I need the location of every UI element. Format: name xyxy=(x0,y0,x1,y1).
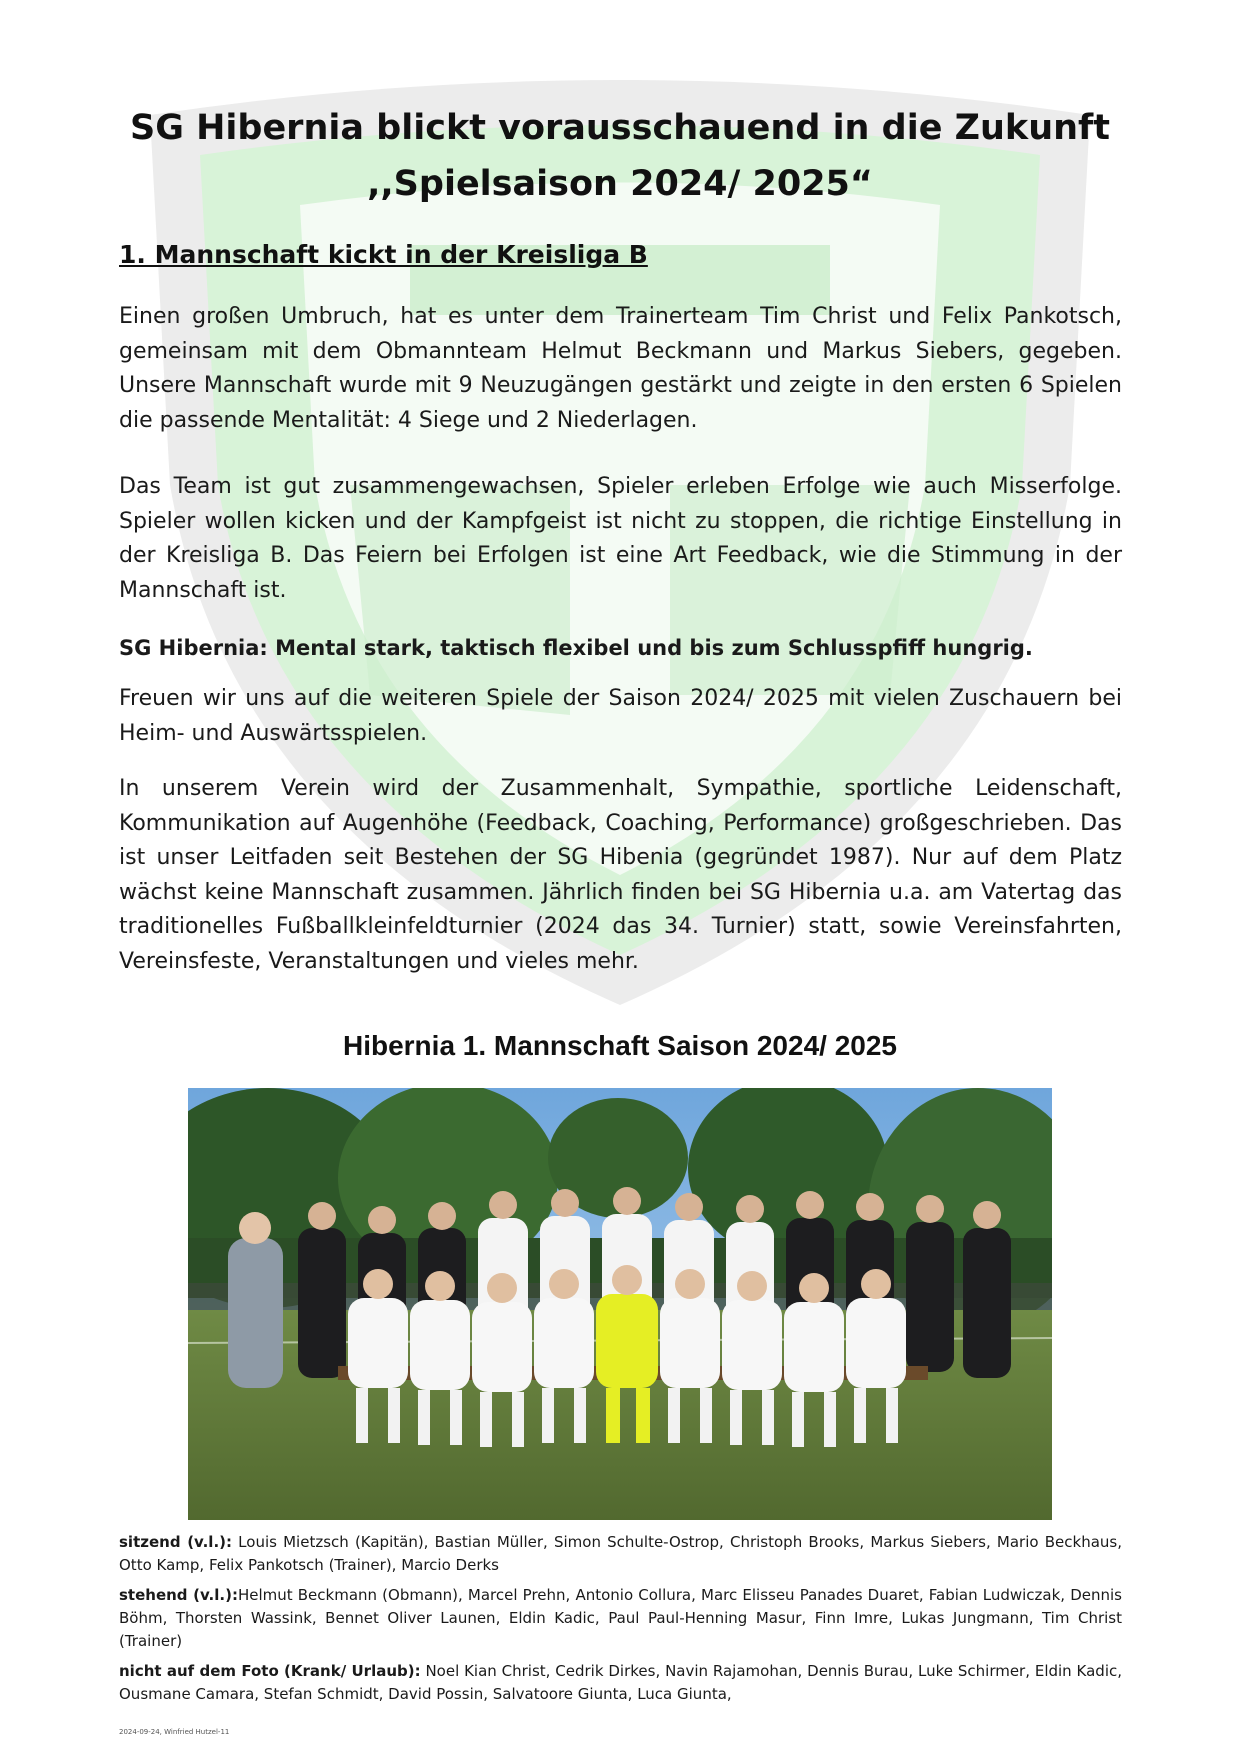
paragraph-club: In unserem Verein wird der Zusammenhalt, Sympathie, sportliche Leidenschaft, Kommunikation auf Augenhöhe (Feedback, Coaching, Performance) großgeschrieben. Das ist unser Leitfaden seit Bestehen der SG Hibenia (gegründet 1987). Nur auf dem Platz wächst keine Mannschaft zusammen. Jährlich finden bei SG Hibernia u.a. am Vatertag das traditionelles Fußballkleinfeldturnier (2024 das 34. Turnier) statt, sowie Vereinsfahrten, Vereinsfeste, Veranstaltungen und vieles mehr. xyxy=(119,776,1122,974)
caption-absent-label: nicht auf dem Foto (Krank/ Urlaub): xyxy=(119,1662,421,1680)
caption-sitting xyxy=(119,1531,1122,1577)
page-title xyxy=(60,100,1180,212)
paragraph-season: Freuen wir uns auf die weiteren Spiele der Saison 2024/ 2025 mit vielen Zuschauern bei Heim- und Auswärtsspielen. xyxy=(119,686,1122,746)
caption-absent xyxy=(119,1660,1122,1706)
caption-standing-label: stehend (v.l.): xyxy=(119,1586,238,1604)
caption-standing-text: Helmut Beckmann (Obmann), Marcel Prehn, Antonio Collura, Marc Elisseu Panades Duaret, Fabian Ludwiczak, Dennis Böhm, Thorsten Wassink, Bennet Oliver Launen, Eldin Kadic, Paul Paul-Henning Masur, Finn Imre, Lukas Jungmann, Tim Christ (Trainer) xyxy=(119,1586,1122,1650)
footer-note: 2024-09-24, Winfried Hutzel-11 xyxy=(119,1728,230,1736)
title-line-2: ,,Spielsaison 2024/ 2025“ xyxy=(367,164,873,204)
paragraph-team: Das Team ist gut zusammengewachsen, Spieler erleben Erfolge wie auch Misserfolge. Spieler wollen kicken und der Kampfgeist ist nicht zu stoppen, die richtige Einstellung in der Kreisliga B. Das Feiern bei Erfolgen ist eine Art Feedback, wie die Stimmung in der Mannschaft ist. xyxy=(119,474,1122,603)
team-photo xyxy=(188,1088,1052,1520)
paragraph-intro: Einen großen Umbruch, hat es unter dem Trainerteam Tim Christ und Felix Pankotsch, gemeinsam mit dem Obmannteam Helmut Beckmann und Markus Siebers, gegeben. Unsere Mannschaft wurde mit 9 Neuzugängen gestärkt und zeigte in den ersten 6 Spielen die passende Mentalität: 4 Siege und 2 Niederlagen. xyxy=(119,304,1122,433)
caption-sitting-label: sitzend (v.l.): xyxy=(119,1533,232,1551)
title-line-1: SG Hibernia blickt vorausschauend in die Zukunft xyxy=(129,108,1111,148)
photo-title: Hibernia 1. Mannschaft Saison 2024/ 2025 xyxy=(342,1030,897,1061)
caption-sitting-text: Louis Mietzsch (Kapitän), Bastian Müller, Simon Schulte-Ostrop, Christoph Brooks, Markus Siebers, Mario Beckhaus, Otto Kamp, Felix Pankotsch (Trainer), Marcio Derks xyxy=(119,1533,1122,1574)
caption-absent-text: Noel Kian Christ, Cedrik Dirkes, Navin Rajamohan, Dennis Burau, Luke Schirmer, Eldin Kadic, Ousmane Camara, Stefan Schmidt, David Possin, Salvatoore Giunta, Luca Giunta, xyxy=(119,1662,1123,1703)
caption-standing xyxy=(119,1584,1122,1653)
paragraph-motto: SG Hibernia: Mental stark, taktisch flexibel und bis zum Schlusspfiff hungrig. xyxy=(119,636,1033,660)
section-heading: 1. Mannschaft kickt in der Kreisliga B xyxy=(119,240,648,269)
